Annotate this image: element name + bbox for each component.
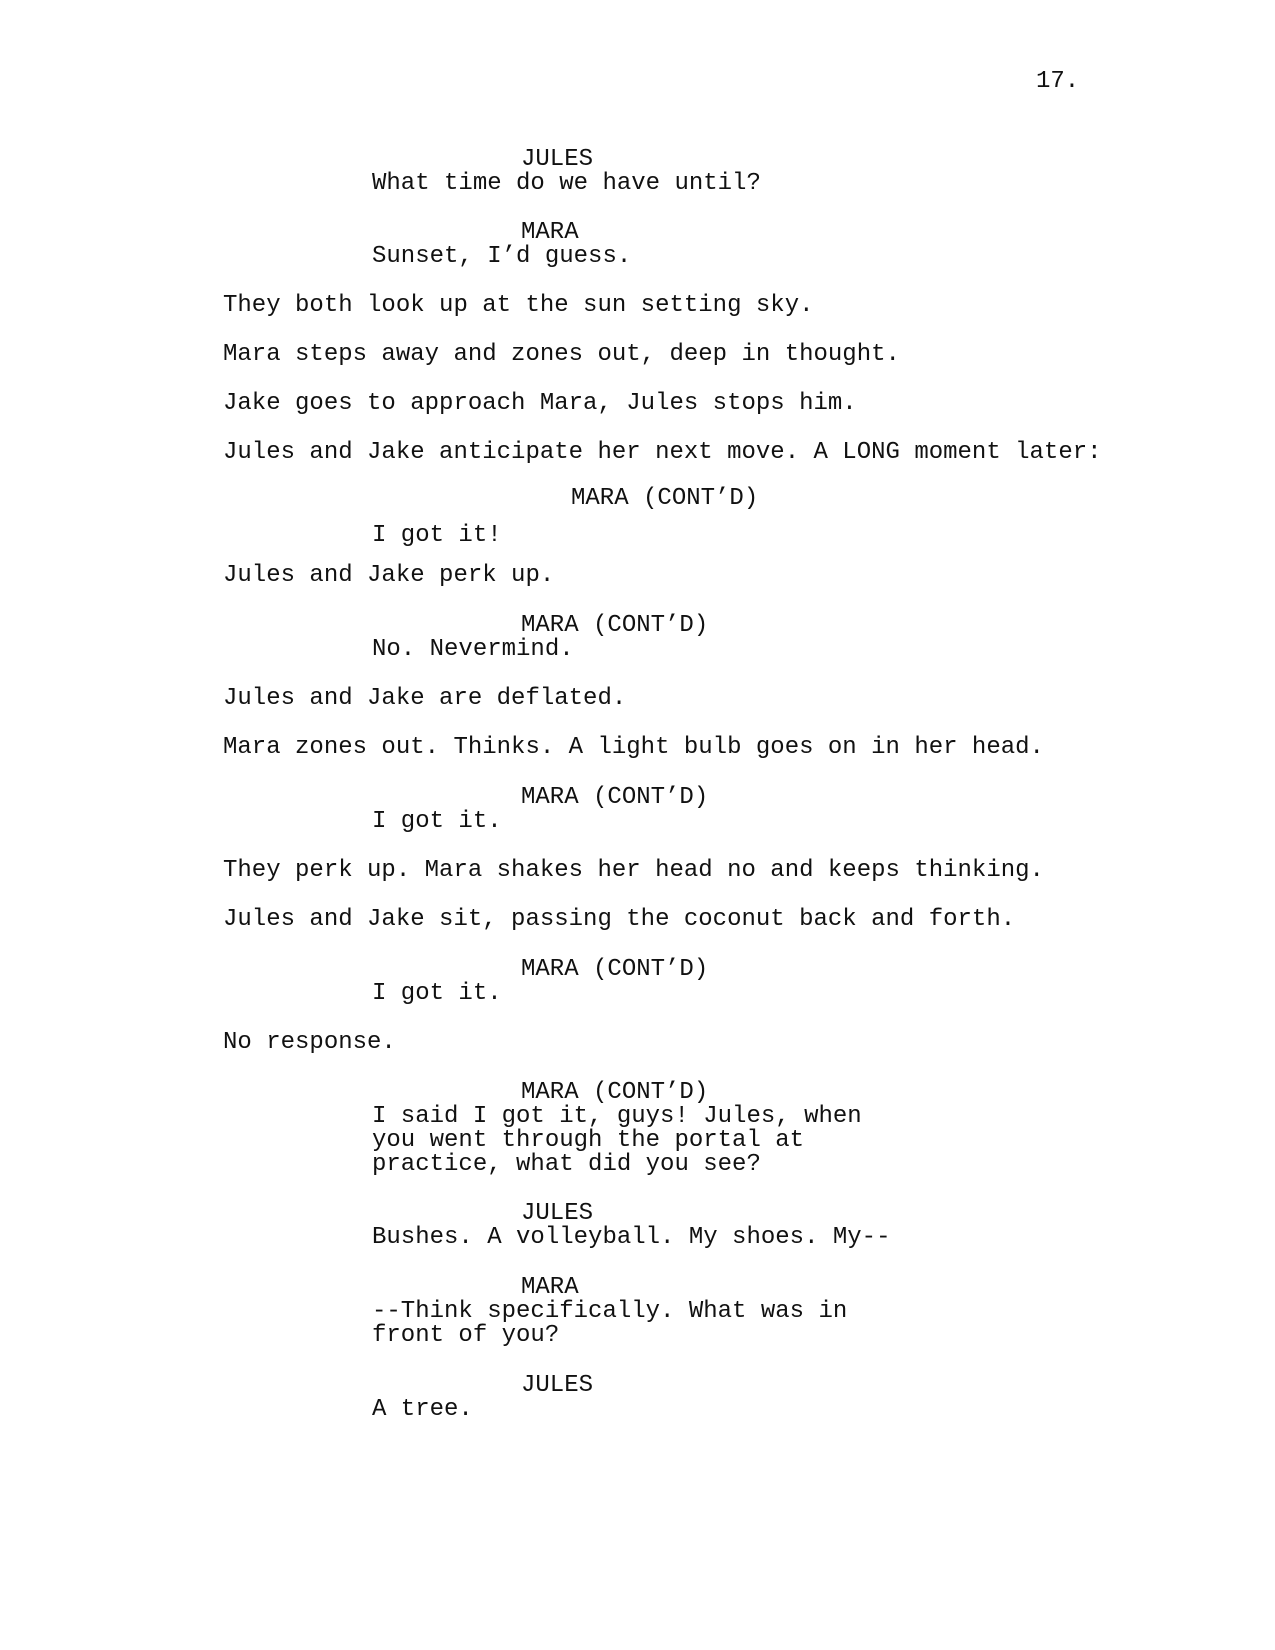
dialogue-line: front of you?	[372, 1322, 560, 1349]
dialogue-line: Sunset, I’d guess.	[372, 243, 632, 270]
character-cue: JULES	[521, 1200, 594, 1227]
character-cue: JULES	[521, 146, 594, 173]
action-line: Jules and Jake anticipate her next move. A LONG moment later:	[223, 439, 1102, 466]
action-line: Jake goes to approach Mara, Jules stops him.	[223, 390, 857, 417]
character-cue: MARA (CONT’D)	[521, 784, 709, 811]
character-cue: MARA (CONT’D)	[521, 956, 709, 983]
action-line: Jules and Jake are deflated.	[223, 685, 627, 712]
dialogue-line: Bushes. A volleyball. My shoes. My--	[372, 1224, 891, 1251]
dialogue-line: No. Nevermind.	[372, 636, 574, 663]
character-cue: MARA (CONT’D)	[521, 1079, 709, 1106]
action-line: Mara zones out. Thinks. A light bulb goes on in her head.	[223, 734, 1044, 761]
character-cue: JULES	[521, 1372, 594, 1399]
action-line: No response.	[223, 1029, 396, 1056]
action-line: Mara steps away and zones out, deep in thought.	[223, 341, 900, 368]
dialogue-line: --Think specifically. What was in	[372, 1298, 848, 1325]
dialogue-line: I got it!	[372, 522, 502, 549]
dialogue-line: I said I got it, guys! Jules, when	[372, 1103, 862, 1130]
page-number: 17.	[1036, 68, 1080, 95]
action-line: Jules and Jake sit, passing the coconut back and forth.	[223, 906, 1016, 933]
character-cue: MARA (CONT’D)	[521, 612, 709, 639]
dialogue-line: you went through the portal at	[372, 1127, 805, 1154]
character-cue: MARA	[521, 219, 579, 246]
action-line: They both look up at the sun setting sky.	[223, 292, 814, 319]
dialogue-line: What time do we have until?	[372, 170, 761, 197]
character-cue: MARA	[521, 1274, 579, 1301]
character-cue: MARA (CONT’D)	[571, 485, 759, 512]
action-line: They perk up. Mara shakes her head no and keeps thinking.	[223, 857, 1044, 884]
action-line: Jules and Jake perk up.	[223, 562, 555, 589]
dialogue-line: practice, what did you see?	[372, 1151, 761, 1178]
dialogue-line: A tree.	[372, 1396, 473, 1423]
dialogue-line: I got it.	[372, 980, 502, 1007]
dialogue-line: I got it.	[372, 808, 502, 835]
